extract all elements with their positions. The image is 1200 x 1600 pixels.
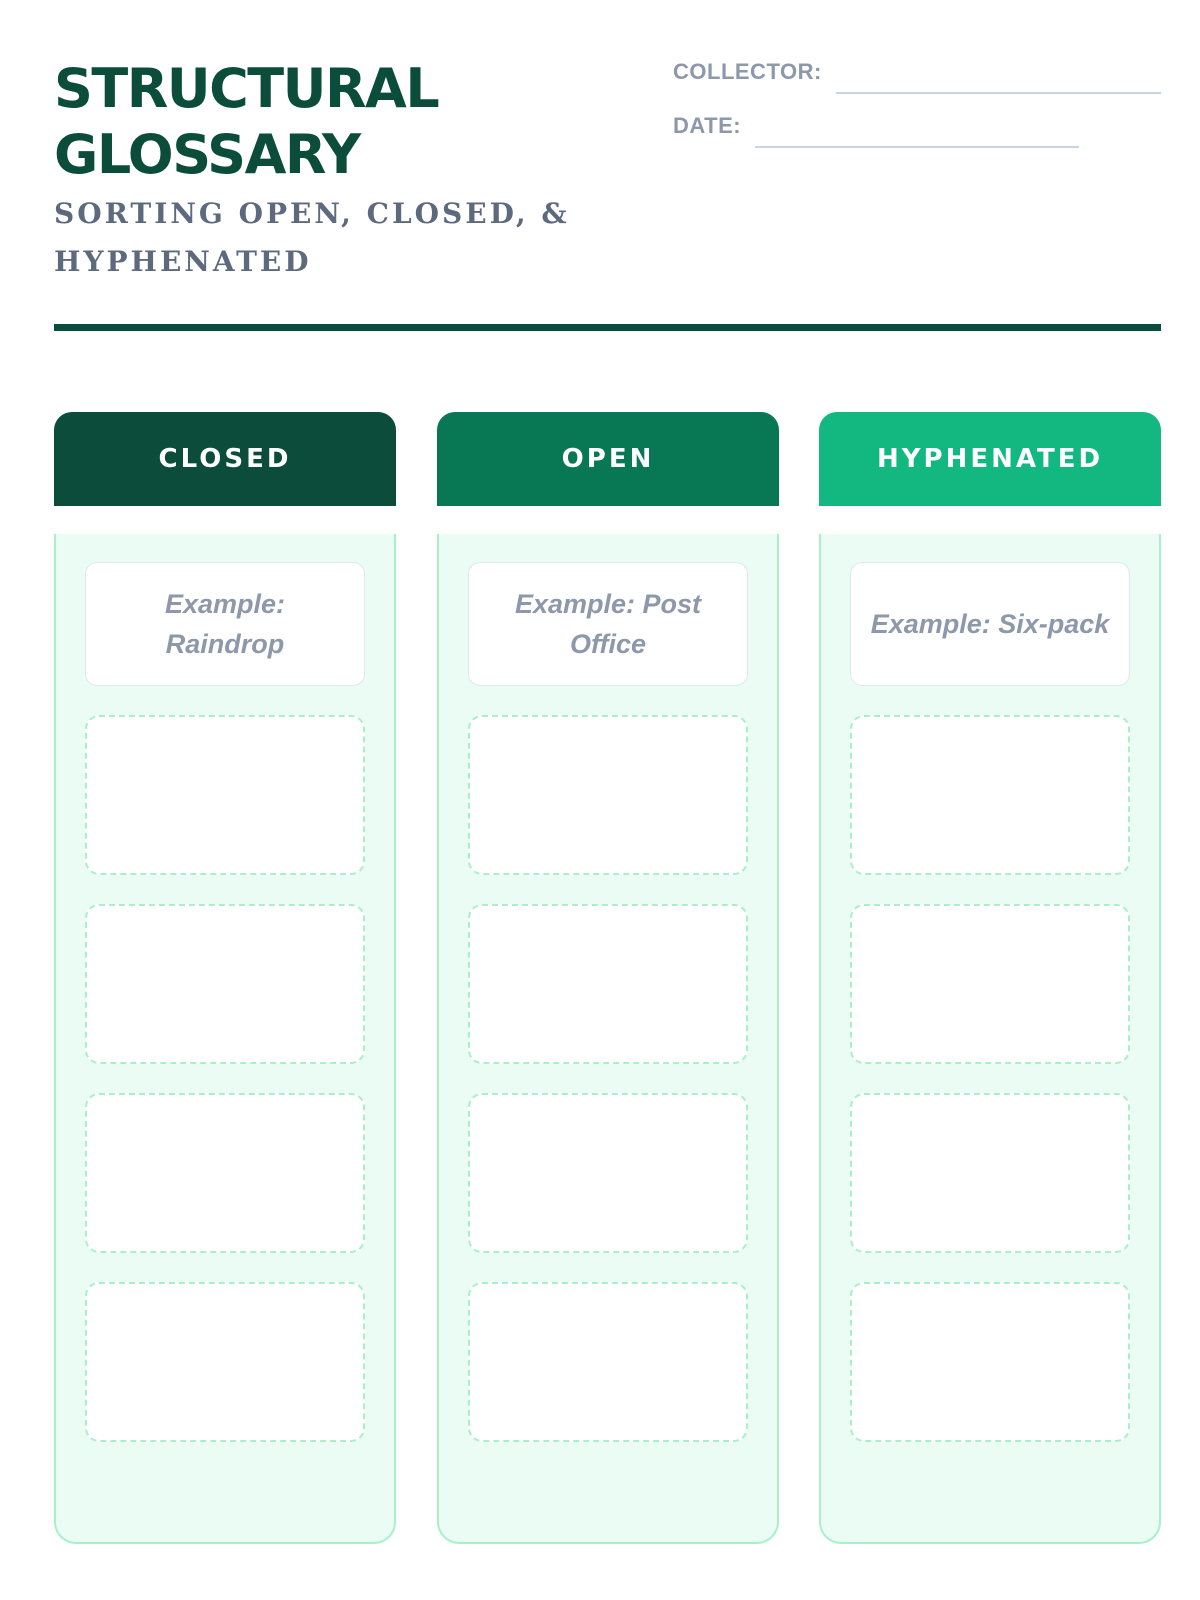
example-card-open: Example: Post Office	[468, 562, 748, 686]
page-title: STRUCTURAL GLOSSARY	[54, 57, 439, 186]
word-slot[interactable]	[850, 1093, 1130, 1253]
word-slot[interactable]	[468, 1282, 748, 1442]
column-header-open: OPEN	[437, 412, 779, 506]
word-slot[interactable]	[850, 1282, 1130, 1442]
word-slot[interactable]	[850, 715, 1130, 875]
word-slot[interactable]	[85, 715, 365, 875]
column-body-open	[437, 534, 779, 1544]
column-header-hyphenated: HYPHENATED	[819, 412, 1161, 506]
page-subtitle: SORTING OPEN, CLOSED, & HYPHENATED	[54, 197, 570, 278]
column-closed	[54, 412, 396, 1544]
word-slot[interactable]	[850, 904, 1130, 1064]
column-hyphenated	[819, 412, 1161, 1544]
collector-field	[673, 58, 1161, 86]
example-card-hyphenated: Example: Six-pack	[850, 562, 1130, 686]
collector-input-line[interactable]	[836, 92, 1161, 94]
word-slot[interactable]	[85, 904, 365, 1064]
column-header-closed: CLOSED	[54, 412, 396, 506]
word-slot[interactable]	[468, 1093, 748, 1253]
word-slot[interactable]	[85, 1093, 365, 1253]
example-card-closed: Example: Raindrop	[85, 562, 365, 686]
date-field	[673, 112, 1079, 140]
header-divider	[54, 324, 1161, 331]
date-input-line[interactable]	[755, 146, 1079, 148]
column-open	[437, 412, 779, 1544]
worksheet-header	[0, 0, 1200, 340]
word-slot[interactable]	[468, 715, 748, 875]
collector-label: COLLECTOR:	[673, 59, 822, 84]
word-slot[interactable]	[468, 904, 748, 1064]
column-body-hyphenated	[819, 534, 1161, 1544]
column-body-closed	[54, 534, 396, 1544]
word-slot[interactable]	[85, 1282, 365, 1442]
date-label: DATE:	[673, 113, 742, 138]
